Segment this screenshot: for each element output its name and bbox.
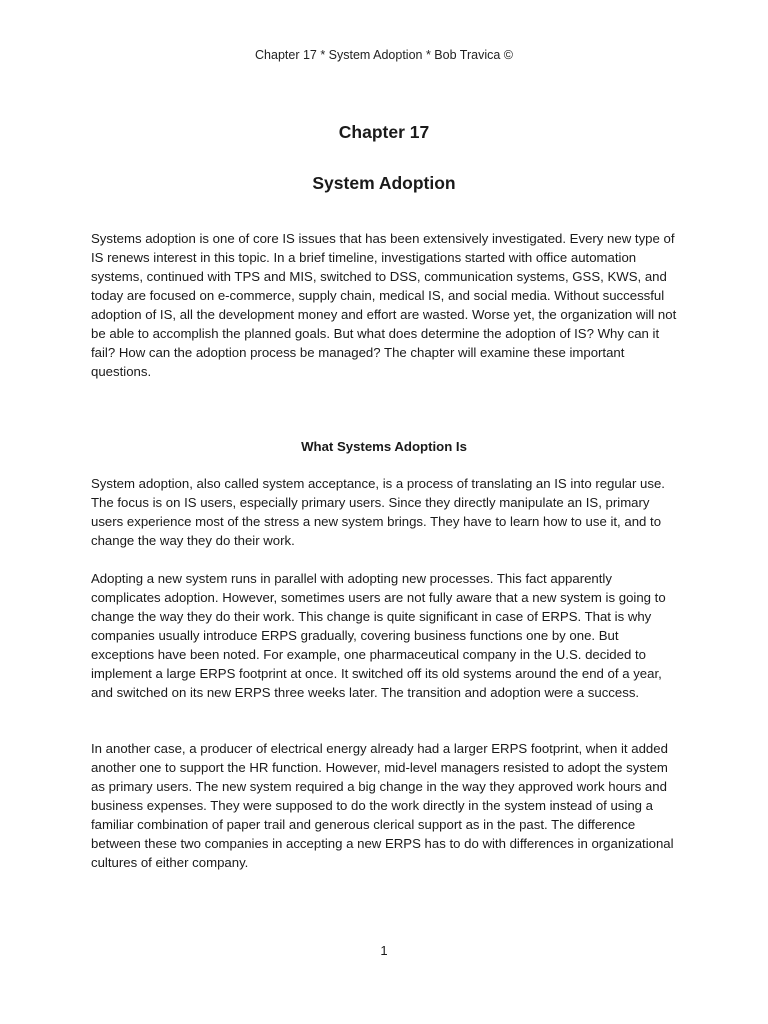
chapter-title: System Adoption: [312, 173, 456, 193]
body-paragraph: Adopting a new system runs in parallel with adopting new processes. This fact apparently complicates adoption. However, sometimes users are not fully aware that a new system is going to change the way they do their work. This change is quite significant in case of ERPS. That is why companies usually introduce ERPS gradually, covering business functions one by one. But exceptions have been noted. For example, one pharmaceutical company in the U.S. decided to implement a large ERPS footprint at once. It switched off its old systems around the end of a year, and switched on its new ERPS three weeks later. The transition and adoption were a success.: [91, 571, 666, 700]
section-heading: What Systems Adoption Is: [301, 439, 467, 454]
chapter-number: Chapter 17: [338, 122, 430, 142]
body-paragraph: System adoption, also called system acceptance, is a process of translating an IS into regular use. The focus is on IS users, especially primary users. Since they directly manipulate an IS, primary users experience most of the stress a new system brings. They have to learn how to use it, and to change the way they do their work.: [91, 476, 665, 548]
page-number: 1: [380, 943, 388, 958]
body-paragraph: In another case, a producer of electrical energy already had a larger ERPS footprint, when it added another one to support the HR function. However, mid-level managers resisted to adopt the system as primary users. The new system required a big change in the way they approved work hours and business expenses. They were supposed to do the work directly in the system instead of using a familiar combination of paper trail and generous clerical support as in the past. The difference between these two companies in accepting a new ERPS has to do with differences in organizational cultures of either company.: [91, 741, 674, 870]
running-header: Chapter 17 * System Adoption * Bob Travica ©: [255, 48, 513, 62]
intro-paragraph: Systems adoption is one of core IS issues that has been extensively investigated. Every new type of IS renews interest in this topic. In a brief timeline, investigations started with office automation systems, continued with TPS and MIS, switched to DSS, communication systems, GSS, KWS, and today are focused on e-commerce, supply chain, medical IS, and social media. Without successful adoption of IS, all the development money and effort are wasted. Worse yet, the organization will not be able to accomplish the planned goals. But what does determine the adoption of IS? Why can it fail? How can the adoption process be managed? The chapter will examine these important questions.: [91, 231, 677, 379]
